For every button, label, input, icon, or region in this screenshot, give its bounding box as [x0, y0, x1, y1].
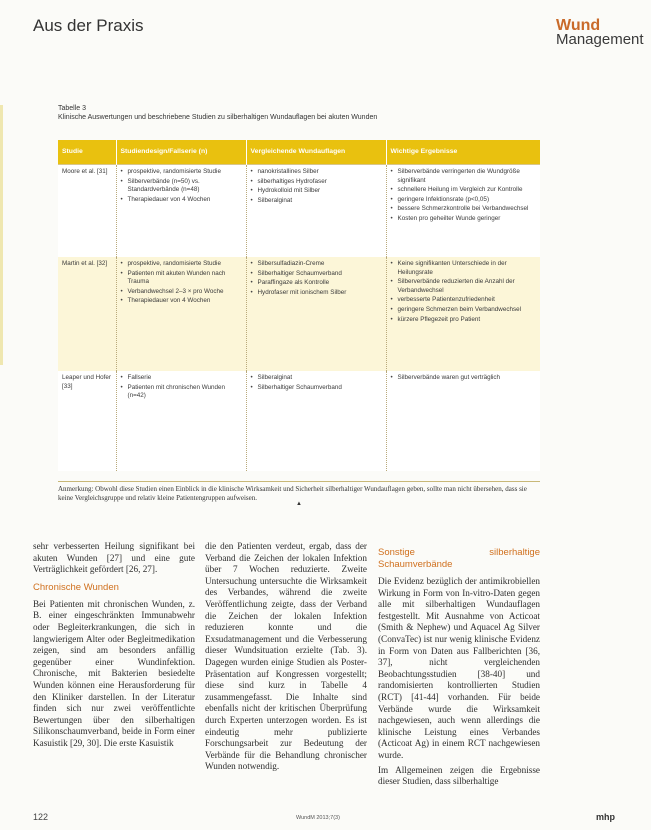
paragraph: Die Evidenz bezüglich der antimikrobiellen Wirkung in Form von In-vitro-Daten gegen alle mit silberhaltigen Wundauflagen festgestellt. Mit Ausnahme von Acticoat (Smith & Nephew) und Aquacel Ag Silver (ConvaTec) ist nur wenig klinische Evidenz in Form von Daten aus Fallberichten [36, 37], nicht vergleichenden Beobachtungsstudien [38-40] und randomisierten kontrollierten Studien (RCT) [41-44] vorhanden. Für beide Verbände wurde die Wirksamkeit nachgewiesen, auch wenn allerdings die klinische Leistung eines Verbandes (Acticoat Ag) in einem RCT nachgewiesen wurde. [378, 576, 540, 760]
list-item: • Silberverbände verringerten die Wundgröße signifikant [398, 168, 537, 185]
section-title: Aus der Praxis [33, 16, 144, 35]
list-item: • Hydrokolloid mit Silber [258, 187, 382, 196]
table-row [58, 371, 540, 471]
list-item: • Verbandwechsel 2–3 × pro Woche [128, 288, 242, 297]
list-item: • silberhaltiges Hydrofaser [258, 178, 382, 187]
cell-comparison [246, 165, 386, 258]
table-label: Tabelle 3 [58, 105, 87, 112]
table-caption [58, 104, 377, 122]
list-item: • Silberverbände (n=50) vs. Standardverbände (n=48) [128, 178, 242, 195]
list-item: • bessere Schmerzkontrolle bei Verbandwechsel [398, 205, 537, 214]
study-table [58, 140, 540, 471]
paragraph: die den Patienten verdeut, ergab, dass der Verband die Zeichen der lokalen Infektion über 7 Wochen reduzierte. Zweite Untersuchung untersuchte die Wirksamkeit des Verbandes, während die zweite Veröffentlichung zeigte, dass der Verband die Zeichen der lokalen Infektion reduzieren konnte und die Exsudatmanagement und die Verbesserung dieser Wundsituation erzielte (Tab. 3). Dagegen wurden einige Studien als Poster-Präsentation auf Kongressen vorgestellt; diese sind kurz in Tabelle 4 zusammengefasst. Die Inhalte sind ebenfalls nicht der kritischen Überprüfung durch Experten unterzogen worden. Es ist eindeutig mehr publizierte Forschungsarbeit zur Bedeutung der Verbände für die Behandlung chronischer Wunden notwendig. [205, 541, 367, 772]
list-item: • Silbersulfadiazin-Creme [258, 260, 382, 269]
list-item: • nanokristallines Silber [258, 168, 382, 177]
list-item: • prospektive, randomisierte Studie [128, 168, 242, 177]
publisher-logo: mhp [596, 812, 615, 822]
header-design: Studiendesign/Fallserie (n) [116, 140, 246, 165]
list-item: • Paraffingaze als Kontrolle [258, 279, 382, 288]
cell-design [116, 165, 246, 258]
list-item: • kürzere Pflegezeit pro Patient [398, 316, 537, 325]
header-comparison: Vergleichende Wundauflagen [246, 140, 386, 165]
cell-study: Moore et al. [31] [58, 165, 116, 258]
cell-comparison [246, 257, 386, 371]
wundmanagement-logo [556, 18, 644, 47]
list-item: • prospektive, randomisierte Studie [128, 260, 242, 269]
list-item: • Patienten mit chronischen Wunden (n=42) [128, 384, 242, 401]
text-column-2 [205, 541, 367, 776]
list-item: • Therapiedauer von 4 Wochen [128, 196, 242, 205]
logo-line-1: Wund [556, 17, 601, 34]
cell-results [386, 257, 540, 371]
subheading: Sonstige silberhaltige Schaumverbände [378, 547, 540, 570]
journal-reference: WundM 2013;7(3) [296, 815, 340, 821]
cell-design [116, 257, 246, 371]
list-item: • Silberverbände reduzierten die Anzahl der Verbandwechsel [398, 278, 537, 295]
list-item: • geringere Infektionsrate (p<0,05) [398, 196, 537, 205]
page-number: 122 [33, 812, 49, 822]
table-row [58, 257, 540, 371]
cell-results [386, 165, 540, 258]
table-description: Klinische Auswertungen und beschriebene Studien zu silberhaltigen Wundauflagen bei akuten Wunden [58, 114, 378, 121]
list-item: • Silberalginat [258, 374, 382, 383]
list-item: • schnellere Heilung im Vergleich zur Kontrolle [398, 186, 537, 195]
cell-design [116, 371, 246, 471]
list-item: • verbesserte Patientenzufriedenheit [398, 296, 537, 305]
cell-results [386, 371, 540, 471]
paragraph: Bei Patienten mit chronischen Wunden, z. B. einer eingeschränkten Immunabwehr oder Begleiterkrankungen, die sich in langwierigem Alter oder Begleitmedikation zeigen, sind am besonders anfällig gegenüber einer Wundinfektion. Chronische, mit Bakterien besiedelte Wunden können eine Herausforderung für den Kliniker darstellen. In der Literatur finden sich nur zwei veröffentlichte Bewertungen über den silberhaltigen Silikonschaumverband, beide in Form einer Kasuistik [29, 30]. Die erste Kasuistik [33, 598, 195, 748]
list-item: • Fallserie [128, 374, 242, 383]
list-item: • Keine signifikanten Unterschiede in der Heilungsrate [398, 260, 537, 277]
list-item: • Silberverbände waren gut verträglich [398, 374, 537, 383]
cell-study: Martin et al. [32] [58, 257, 116, 371]
list-item: • Hydrofaser mit ionischem Silber [258, 289, 382, 298]
list-item: • geringere Schmerzen beim Verbandwechsel [398, 306, 537, 315]
table-footnote: Anmerkung: Obwohl diese Studien einen Einblick in die klinische Wirksamkeit und Sicherheit silberhaltiger Wundauflagen geben, sollte man nicht übersehen, dass sie keine Vergleichsgruppe und relativ kleine Patientengruppen aufweisen. [58, 481, 540, 503]
table-header-row [58, 140, 540, 165]
cell-study: Leaper und Hofer [33] [58, 371, 116, 471]
list-item: • Therapiedauer von 4 Wochen [128, 297, 242, 306]
page-edge-stripe [0, 105, 3, 365]
text-column-1 [33, 541, 195, 753]
list-item: • Silberhaltiger Schaumverband [258, 384, 382, 393]
paragraph: Im Allgemeinen zeigen die Ergebnisse dieser Studien, dass silberhaltige [378, 764, 540, 787]
cell-comparison [246, 371, 386, 471]
text-column-3 [378, 541, 540, 791]
paragraph: sehr verbesserten Heilung signifikant bei akuten Wunden [27] und eine gute Verträglichkeit gefördert [26, 27]. [33, 541, 195, 575]
header-results: Wichtige Ergebnisse [386, 140, 540, 165]
list-item: • Silberhaltiger Schaumverband [258, 270, 382, 279]
triangle-marker-icon: ▲ [296, 501, 302, 507]
logo-line-2: Management [556, 31, 644, 49]
table-row [58, 165, 540, 258]
header-study: Studie [58, 140, 116, 165]
subheading: Chronische Wunden [33, 581, 119, 593]
list-item: • Kosten pro geheilter Wunde geringer [398, 215, 537, 224]
list-item: • Patienten mit akuten Wunden nach Trauma [128, 270, 242, 287]
list-item: • Silberalginat [258, 197, 382, 206]
